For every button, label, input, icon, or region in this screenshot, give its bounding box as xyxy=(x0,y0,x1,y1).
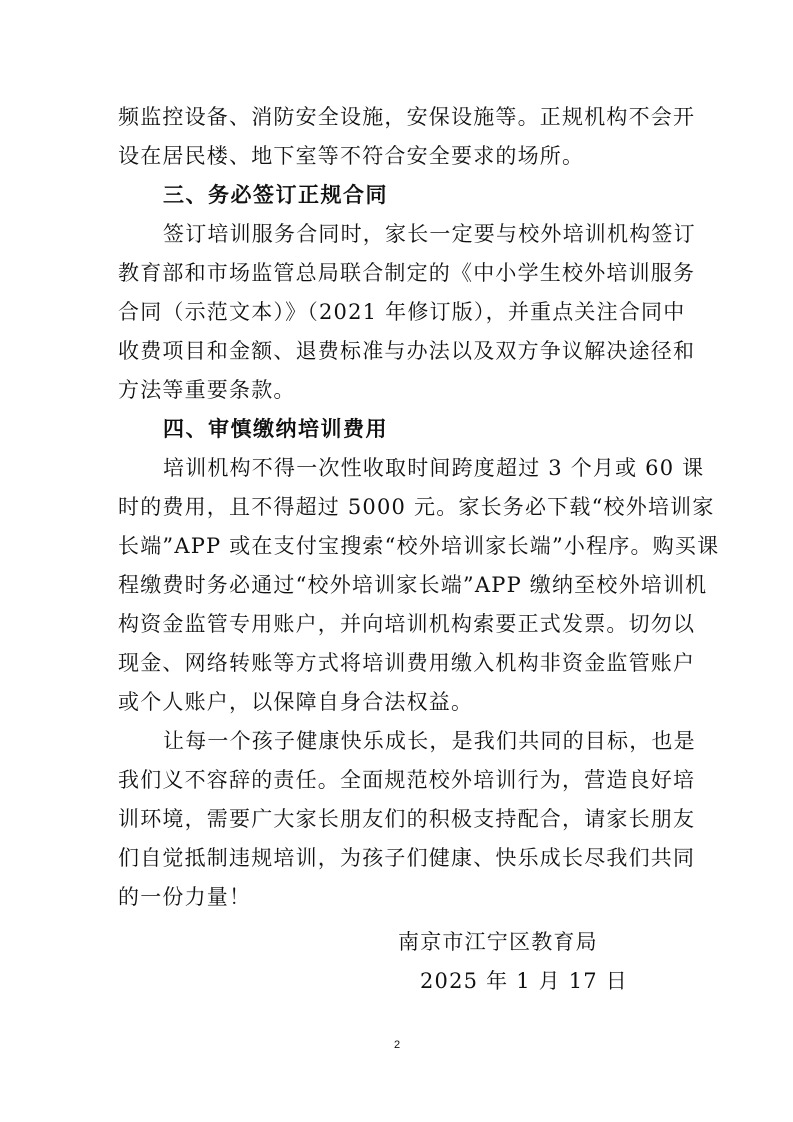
paragraph-line: 签订培训服务合同时，家长一定要与校外培训机构签订 xyxy=(163,222,696,246)
paragraph-line: 方法等重要条款。 xyxy=(118,378,296,402)
paragraph-line: 长端”APP 或在支付宝搜索“校外培训家长端”小程序。购买课 xyxy=(118,534,720,558)
section-heading-3: 三、务必签订正规合同 xyxy=(163,182,388,207)
paragraph-line: 的一份力量！ xyxy=(118,885,252,909)
paragraph-line: 让每一个孩子健康快乐成长，是我们共同的目标，也是 xyxy=(163,729,696,753)
paragraph-line: 我们义不容辞的责任。全面规范校外培训行为，营造良好培 xyxy=(118,768,696,792)
paragraph-line: 程缴费时务必通过“校外培训家长端”APP 缴纳至校外培训机 xyxy=(118,573,708,597)
signature-organization: 南京市江宁区教育局 xyxy=(398,930,598,954)
paragraph-line: 构资金监管专用账户，并向培训机构索要正式发票。切勿以 xyxy=(118,612,696,636)
paragraph-line: 们自觉抵制违规培训，为孩子们健康、快乐成长尽我们共同 xyxy=(118,846,696,870)
paragraph-line: 频监控设备、消防安全设施，安保设施等。正规机构不会开 xyxy=(118,105,696,129)
paragraph-line: 培训机构不得一次性收取时间跨度超过 3 个月或 60 课 xyxy=(163,456,705,480)
paragraph-line: 或个人账户，以保障自身合法权益。 xyxy=(118,690,474,714)
paragraph-line: 训环境，需要广大家长朋友们的积极支持配合，请家长朋友 xyxy=(118,807,696,831)
signature-date: 2025 年 1 月 17 日 xyxy=(420,969,628,993)
paragraph-line: 时的费用，且不得超过 5000 元。家长务必下载“校外培训家 xyxy=(118,495,715,519)
page-number: 2 xyxy=(393,1039,401,1051)
paragraph-line: 教育部和市场监管总局联合制定的《中小学生校外培训服务 xyxy=(118,261,696,285)
paragraph-line: 收费项目和金额、退费标准与办法以及双方争议解决途径和 xyxy=(118,339,696,363)
paragraph-line: 合同（示范文本）》（2021 年修订版），并重点关注合同中 xyxy=(118,300,686,324)
paragraph-line: 设在居民楼、地下室等不符合安全要求的场所。 xyxy=(118,144,585,168)
section-heading-4: 四、审慎缴纳培训费用 xyxy=(163,416,388,441)
paragraph-line: 现金、网络转账等方式将培训费用缴入机构非资金监管账户 xyxy=(118,651,696,675)
